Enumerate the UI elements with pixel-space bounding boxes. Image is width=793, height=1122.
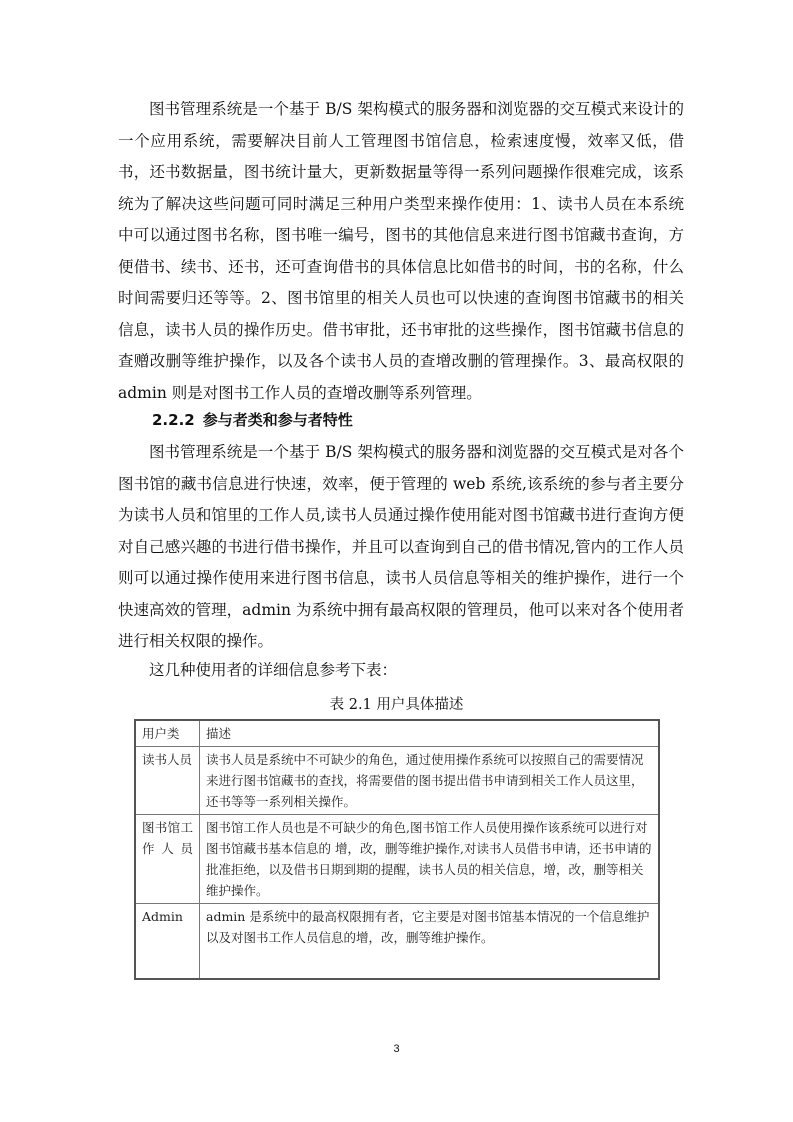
user-type-cell: 图书馆工作人员	[135, 815, 200, 904]
section-heading	[152, 409, 353, 430]
description-cell: admin 是系统中的最高权限拥有者，它主要是对图书馆基本情况的一个信息维护以及对图书工作人员信息的增，改，删等维护操作。	[200, 904, 660, 980]
participants-paragraph: 图书管理系统是一个基于 B/S 架构模式的服务器和浏览器的交互模式是对各个图书馆的藏书信息进行快速，效率，便于管理的 web 系统,该系统的参与者主要分为读书人员和馆里的工作人员,读书人员通过操作使用能对图书馆藏书进行查询方便对自己感兴趣的书进行借书操作，并且可以查询到自己的借书情况,管内的工作人员则可以通过操作使用来进行图书信息，读书人员信息等相关的维护操作，进行一个快速高效的管理，admin 为系统中拥有最高权限的管理员，他可以来对各个使用者进行相关权限的操作。	[118, 443, 684, 650]
user-description-table	[134, 719, 660, 980]
table-row	[135, 815, 659, 904]
header-description: 描述	[200, 720, 660, 747]
table-caption: 表 2.1 用户具体描述	[329, 697, 464, 713]
header-user-type: 用户类	[135, 720, 200, 747]
intro-paragraph: 图书管理系统是一个基于 B/S 架构模式的服务器和浏览器的交互模式来设计的一个应用系统，需要解决目前人工管理图书馆信息，检索速度慢，效率又低，借书，还书数据量，图书统计量大，更新数据量等得一系列问题操作很难完成，该系统为了解决这些问题可同时满足三种用户类型来操作使用：1、读书人员在本系统中可以通过图书名称，图书唯一编号，图书的其他信息来进行图书馆藏书查询，方便借书、续书、还书，还可查询借书的具体信息比如借书的时间，书的名称，什么时间需要归还等等。2、图书馆里的相关人员也可以快速的查询图书馆藏书的相关信息，读书人员的操作历史。借书审批，还书审批的这些操作，图书馆藏书信息的查赠改删等维护操作，以及各个读书人员的查增改删的管理操作。3、最高权限的 admin 则是对图书工作人员的查增改删等系列管理。	[118, 100, 684, 402]
user-type-cell: 读书人员	[135, 747, 200, 815]
description-cell: 图书馆工作人员也是不可缺少的角色,图书馆工作人员使用操作该系统可以进行对图书馆藏书基本信息的 增，改，删等维护操作,对读书人员借书申请，还书申请的批准拒绝，以及借书日期到期的提醒，读书人员的相关信息，增，改，删等相关维护操作。	[200, 815, 660, 904]
table-intro-paragraph: 这几种使用者的详细信息参考下表：	[149, 661, 398, 679]
table-row	[135, 747, 659, 815]
table-row	[135, 904, 659, 980]
table-header-row	[135, 720, 659, 747]
user-type-cell: Admin	[135, 904, 200, 980]
description-cell: 读书人员是系统中不可缺少的角色，通过使用操作系统可以按照自己的需要情况来进行图书馆藏书的查找，将需要借的图书提出借书申请到相关工作人员这里，还书等等一系列相关操作。	[200, 747, 660, 815]
page-number: 3	[393, 1043, 400, 1055]
section-title: 参与者类和参与者特性	[202, 411, 353, 429]
section-number: 2.2.2	[152, 411, 195, 429]
